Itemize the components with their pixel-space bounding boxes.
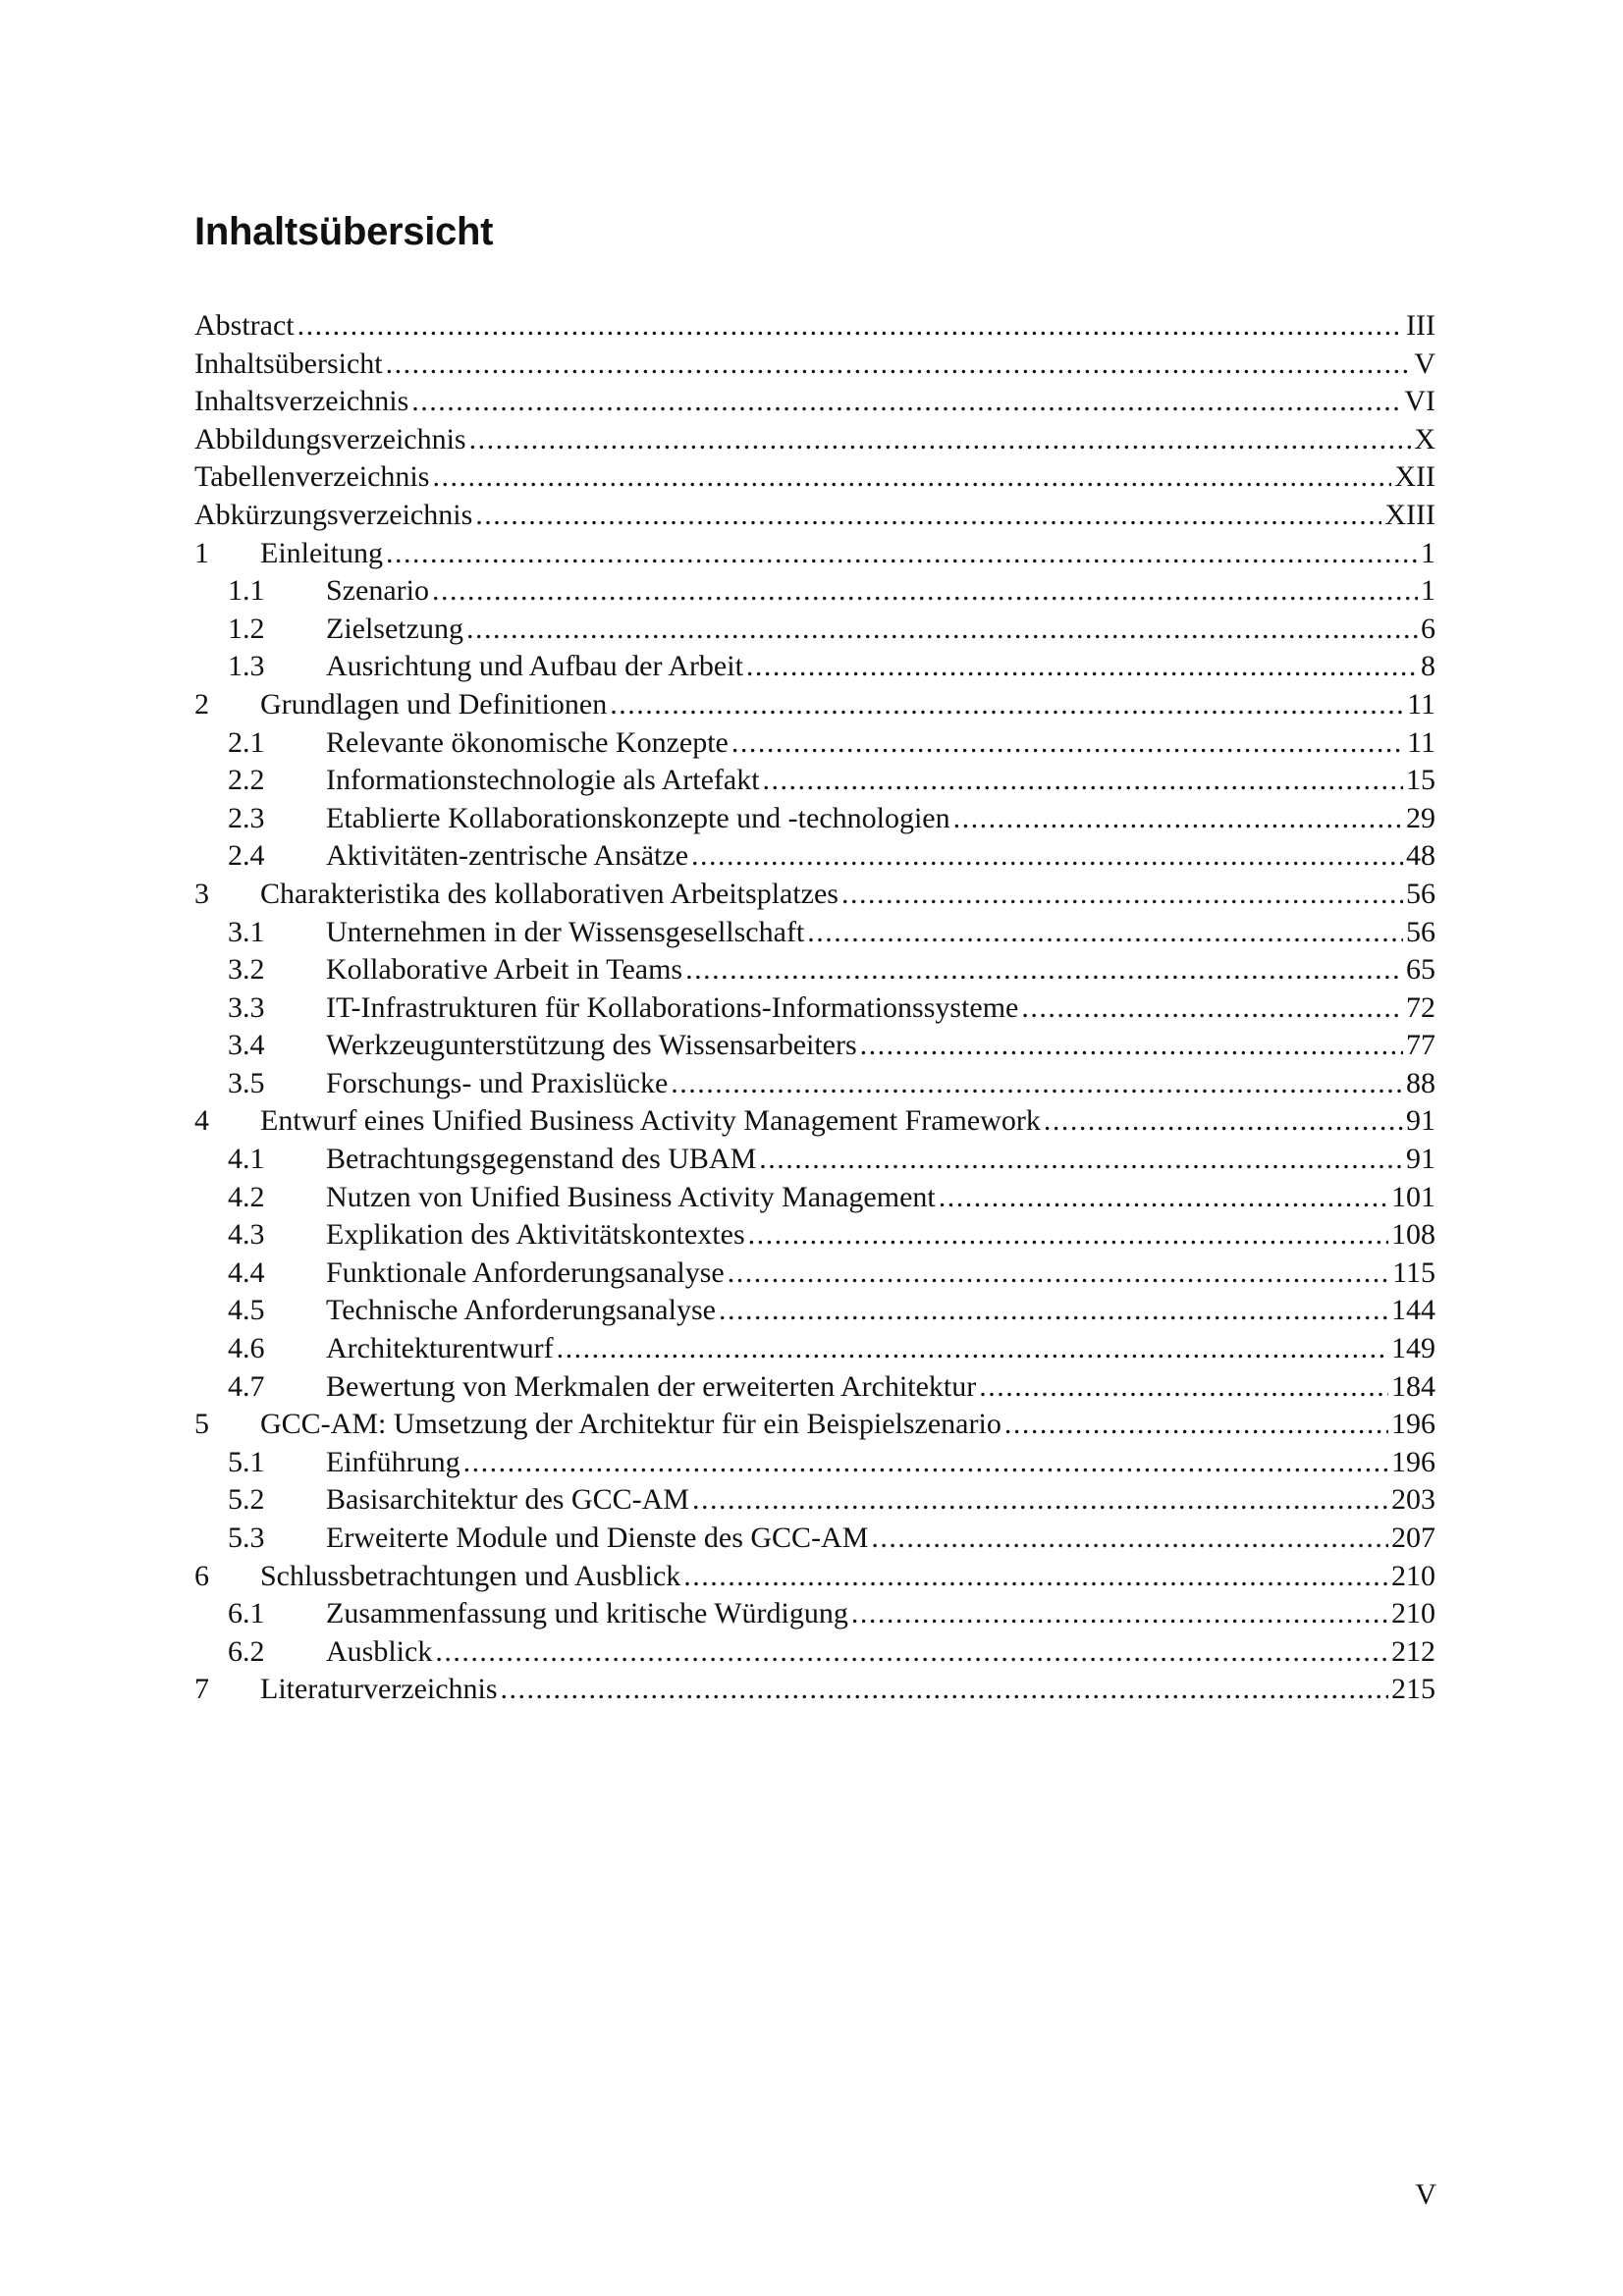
toc-entry[interactable] [194,1444,1435,1482]
dot-leader [610,686,1404,724]
toc-entry-number: 6.2 [228,1634,265,1668]
toc-entry-number: 2.4 [228,839,265,873]
toc-entry-number: 4.3 [228,1218,265,1252]
toc-entry-page: 144 [1391,1294,1435,1327]
dot-leader [763,762,1403,800]
toc-entry-page: 149 [1391,1332,1435,1365]
toc-entry-title: Relevante ökonomische Konzepte [326,725,729,759]
toc-entry-title: Abbildungsverzeichnis [194,422,466,455]
toc-entry-page: 1 [1421,574,1435,608]
toc-entry[interactable] [194,1481,1435,1520]
toc-entry-number: 4.6 [228,1332,265,1365]
toc-entry[interactable] [194,800,1435,838]
dot-leader [1044,1102,1403,1141]
toc-entry[interactable] [194,1141,1435,1179]
toc-entry-title: Ausblick [326,1634,433,1668]
dot-leader [728,1255,1389,1293]
toc-entry-title: Werkzeugunterstützung des Wissensarbeiters [326,1029,857,1062]
toc-entry-page: 77 [1406,1029,1435,1062]
toc-entry-page: 212 [1391,1634,1435,1668]
toc-entry[interactable] [194,876,1435,914]
toc-entry-page: 1 [1421,536,1435,569]
toc-entry-number: 3 [194,877,209,910]
toc-entry-title: Abkürzungsverzeichnis [194,498,473,531]
toc-entry-page: V [1414,347,1435,380]
toc-entry-title: Unternehmen in der Wissensgesellschaft [326,915,805,948]
toc-entry-title: Kollaborative Arbeit in Teams [326,953,683,987]
toc-entry[interactable] [194,497,1435,535]
toc-entry-number: 3.3 [228,990,265,1024]
toc-entry[interactable] [194,1330,1435,1368]
toc-entry-page: 184 [1391,1369,1435,1403]
toc-entry[interactable] [194,1216,1435,1255]
dot-leader [432,458,1391,497]
dot-leader [1021,989,1403,1028]
toc-entry-page: 72 [1406,990,1435,1024]
toc-entry-page: 11 [1407,687,1435,721]
toc-entry-page: 196 [1391,1408,1435,1441]
toc-entry-title: Abstract [194,309,295,342]
toc-entry-title: Etablierte Kollaborationskonzepte und -technologien [326,801,950,834]
dot-leader [685,951,1403,989]
toc-entry-number: 5 [194,1408,209,1441]
toc-entry[interactable] [194,1102,1435,1141]
toc-entry-title: Inhaltsübersicht [194,347,383,380]
toc-entry-page: 88 [1406,1066,1435,1099]
toc-entry-title: GCC-AM: Umsetzung der Architektur für ein Beispielszenario [260,1408,1001,1441]
toc-entry-number: 5.1 [228,1445,265,1478]
toc-entry-title: Einführung [326,1445,460,1478]
toc-entry-page: 29 [1406,801,1435,834]
toc-entry[interactable] [194,686,1435,724]
dot-leader [691,837,1403,876]
toc-entry-title: Zielsetzung [326,612,463,645]
toc-entry-page: 207 [1391,1522,1435,1554]
toc-entry[interactable] [194,458,1435,497]
toc-entry[interactable] [194,1671,1435,1709]
toc-entry-title: Basisarchitektur des GCC-AM [326,1483,689,1517]
dot-leader [748,1216,1388,1255]
toc-entry-number: 6.1 [228,1597,265,1630]
toc-entry-title: Explikation des Aktivitätskontextes [326,1218,745,1252]
toc-entry-page: XIII [1384,498,1435,531]
toc-entry-page: 203 [1391,1483,1435,1517]
toc-entry-number: 3.2 [228,953,265,987]
dot-leader [683,1558,1388,1596]
toc-entry-number: 5.2 [228,1483,265,1517]
dot-leader [386,346,1412,384]
toc-entry[interactable] [194,989,1435,1028]
toc-entry-title: Betrachtungsgegenstand des UBAM [326,1143,757,1176]
dot-leader [501,1671,1388,1709]
dot-leader [557,1330,1388,1368]
toc-entry-number: 7 [194,1673,209,1706]
toc-entry[interactable] [194,1595,1435,1633]
toc-entry-title: Schlussbetrachtungen und Ausblick [260,1559,681,1592]
dot-leader [1004,1406,1388,1444]
toc-entry-page: XII [1394,460,1435,494]
toc-entry-page: 115 [1392,1255,1435,1289]
toc-entry-number: 4 [194,1104,209,1138]
toc-entry[interactable] [194,837,1435,876]
toc-entry-number: 4.1 [228,1143,265,1176]
table-of-contents [194,307,1435,1709]
toc-entry-title: Aktivitäten-zentrische Ansätze [326,839,689,873]
dot-leader [435,1633,1388,1672]
toc-entry-title: Inhaltsverzeichnis [194,385,409,418]
toc-entry-number: 4.5 [228,1294,265,1327]
toc-entry-number: 1.3 [228,650,265,683]
dot-leader [671,1065,1403,1103]
toc-entry-page: 101 [1391,1180,1435,1213]
toc-entry-page: 196 [1391,1445,1435,1478]
toc-entry-number: 2.1 [228,725,265,759]
toc-entry[interactable] [194,951,1435,989]
dot-leader [463,1444,1388,1482]
dot-leader [469,421,1412,459]
toc-entry[interactable] [194,914,1435,952]
toc-entry-number: 1 [194,536,209,569]
toc-entry[interactable] [194,346,1435,384]
toc-entry-title: Literaturverzeichnis [260,1673,498,1706]
toc-entry-page: 56 [1406,915,1435,948]
dot-leader [746,648,1418,686]
toc-entry-page: III [1406,309,1435,342]
toc-entry-title: Charakteristika des kollaborativen Arbeitsplatzes [260,877,839,910]
toc-entry-title: Funktionale Anforderungsanalyse [326,1255,725,1289]
toc-entry-page: 6 [1421,612,1435,645]
toc-entry-title: Technische Anforderungsanalyse [326,1294,716,1327]
toc-entry-page: 11 [1407,725,1435,759]
dot-leader [841,876,1403,914]
toc-entry-title: Forschungs- und Praxislücke [326,1066,669,1099]
toc-entry-number: 4.2 [228,1180,265,1213]
toc-entry-number: 4.7 [228,1369,265,1403]
toc-entry[interactable] [194,648,1435,686]
toc-entry-page: 48 [1406,839,1435,873]
toc-entry-number: 3.4 [228,1029,265,1062]
toc-entry-title: Tabellenverzeichnis [194,460,430,494]
page-title: Inhaltsübersicht [194,210,494,253]
toc-entry[interactable] [194,611,1435,649]
dot-leader [851,1595,1388,1633]
toc-entry[interactable] [194,1255,1435,1293]
toc-entry-number: 2.3 [228,801,265,834]
toc-entry-title: IT-Infrastrukturen für Kollaborations-Informationssysteme [326,990,1019,1024]
toc-entry-title: Grundlagen und Definitionen [260,687,608,721]
toc-entry-page: 8 [1421,650,1435,683]
toc-entry-title: Einleitung [260,536,383,569]
toc-entry-page: 15 [1406,764,1435,797]
toc-entry-title: Erweiterte Module und Dienste des GCC-AM [326,1522,869,1554]
toc-entry-page: 91 [1406,1143,1435,1176]
toc-entry-page: 215 [1391,1673,1435,1706]
dot-leader [731,724,1404,763]
dot-leader [466,611,1418,649]
toc-entry-number: 5.3 [228,1522,265,1554]
toc-entry-number: 4.4 [228,1255,265,1289]
toc-entry[interactable] [194,383,1435,421]
toc-entry-page: 91 [1406,1104,1435,1138]
toc-entry-number: 2 [194,687,209,721]
dot-leader [759,1141,1403,1179]
toc-entry-page: 56 [1406,877,1435,910]
dot-leader [860,1027,1403,1065]
toc-entry-title: Informationstechnologie als Artefakt [326,764,760,797]
toc-entry-title: Entwurf eines Unified Business Activity Management Framework [260,1104,1041,1138]
dot-leader [475,497,1381,535]
toc-entry[interactable] [194,1027,1435,1065]
toc-entry-title: Zusammenfassung und kritische Würdigung [326,1597,848,1630]
toc-entry[interactable] [194,1368,1435,1407]
toc-entry[interactable] [194,421,1435,459]
toc-entry[interactable] [194,1292,1435,1330]
toc-entry-number: 3.1 [228,915,265,948]
dot-leader [939,1179,1388,1217]
toc-entry-title: Bewertung von Merkmalen der erweiterten Architektur [326,1369,977,1403]
toc-entry[interactable] [194,762,1435,800]
toc-entry-number: 1.2 [228,612,265,645]
toc-entry-page: X [1414,422,1435,455]
toc-entry-title: Nutzen von Unified Business Activity Management [326,1180,936,1213]
dot-leader [953,800,1403,838]
toc-entry-number: 3.5 [228,1066,265,1099]
toc-entry[interactable] [194,1065,1435,1103]
toc-entry[interactable] [194,724,1435,763]
dot-leader [871,1520,1388,1558]
toc-entry-title: Szenario [326,574,429,608]
toc-entry-page: 108 [1391,1218,1435,1252]
dot-leader [807,914,1403,952]
dot-leader [298,307,1403,346]
toc-entry-number: 6 [194,1559,209,1592]
dot-leader [432,572,1418,611]
dot-leader [719,1292,1388,1330]
toc-entry-title: Ausrichtung und Aufbau der Arbeit [326,650,743,683]
toc-entry-page: VI [1404,385,1435,418]
dot-leader [386,535,1418,573]
dot-leader [411,383,1401,421]
toc-entry[interactable] [194,307,1435,346]
toc-entry[interactable] [194,1633,1435,1672]
toc-entry[interactable] [194,1179,1435,1217]
toc-entry-number: 2.2 [228,764,265,797]
toc-entry[interactable] [194,1520,1435,1558]
toc-entry-page: 65 [1406,953,1435,987]
toc-entry[interactable] [194,572,1435,611]
toc-entry-number: 1.1 [228,574,265,608]
toc-entry[interactable] [194,1406,1435,1444]
toc-entry-title: Architekturentwurf [326,1332,554,1365]
page-number: V [1415,2178,1436,2211]
toc-entry[interactable] [194,1558,1435,1596]
toc-entry-page: 210 [1391,1559,1435,1592]
toc-entry-page: 210 [1391,1597,1435,1630]
toc-entry[interactable] [194,535,1435,573]
dot-leader [979,1368,1388,1407]
dot-leader [692,1481,1388,1520]
